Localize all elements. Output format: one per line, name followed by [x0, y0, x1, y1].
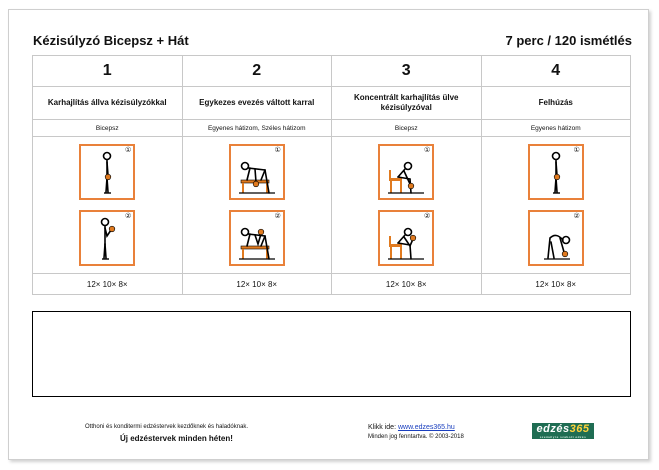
step-badge: ② [124, 213, 132, 220]
exercise-name: Karhajlítás állva kézisúlyzókkal [33, 87, 183, 120]
logo-number: 365 [569, 423, 590, 435]
logo-word: edzés [536, 423, 570, 435]
figure-curl-standing-icon [81, 146, 133, 198]
exercise-muscle: Bicepsz [332, 120, 482, 137]
footer-tagline: Új edzéstervek minden héten! [120, 434, 233, 443]
page-title: Kézisúlyzó Bicepsz + Hát [33, 33, 189, 48]
step-badge: ① [573, 147, 580, 154]
step-1-image [79, 144, 135, 200]
notes-box [32, 311, 631, 397]
exercise-number: 3 [332, 56, 482, 87]
exercise-illustrations [33, 137, 183, 274]
step-2-image [229, 210, 285, 266]
footer-description: Otthoni és konditermi edzéstervek kezdőknek és haladóknak. [85, 424, 249, 430]
step-badge: ① [124, 147, 132, 154]
step-1-image [528, 144, 584, 200]
exercise-reps: 12× 10× 8× [481, 274, 631, 295]
figure-curl-standing-icon [81, 212, 133, 264]
exercise-reps: 12× 10× 8× [182, 274, 332, 295]
step-badge: ② [573, 213, 580, 220]
step-badge: ① [423, 147, 431, 154]
exercise-number: 2 [182, 56, 332, 87]
step-2-image [378, 210, 434, 266]
exercise-number: 1 [33, 56, 183, 87]
exercise-illustrations [182, 137, 332, 274]
website-link[interactable]: www.edzes365.hu [397, 424, 455, 431]
figure-deadlift-icon [530, 212, 582, 264]
step-badge: ① [274, 147, 281, 154]
exercise-muscle: Bicepsz [33, 120, 183, 137]
footer-link-line [368, 424, 455, 431]
figure-row-bench-icon [231, 146, 283, 198]
exercise-table [32, 55, 631, 295]
exercise-illustrations [481, 137, 631, 274]
exercise-muscle: Egyenes hátizom [481, 120, 631, 137]
step-1-image [229, 144, 285, 200]
step-badge: ② [423, 213, 431, 220]
exercise-name: Koncentrált karhajlítás ülve kézisúlyzóval [332, 87, 482, 120]
footer-copyright: Minden jog fenntartva. © 2003-2018 [368, 434, 464, 440]
step-2-image [528, 210, 584, 266]
step-2-image [79, 210, 135, 266]
exercise-reps: 12× 10× 8× [332, 274, 482, 295]
edzes365-logo [532, 423, 594, 439]
workout-summary: 7 perc / 120 ismétlés [505, 33, 632, 48]
figure-row-bench-icon [231, 212, 283, 264]
figure-curl-seated-icon [380, 212, 432, 264]
step-badge: ② [274, 213, 281, 220]
figure-deadlift-icon [530, 146, 582, 198]
figure-curl-seated-icon [380, 146, 432, 198]
exercise-name: Egykezes evezés váltott karral [182, 87, 332, 120]
exercise-name: Felhúzás [481, 87, 631, 120]
exercise-muscle: Egyenes hátizom, Széles hátizom [182, 120, 332, 137]
logo-tagline: személyre szabott edzés [539, 435, 587, 439]
exercise-illustrations [332, 137, 482, 274]
footer-click-prefix: Klikk ide: [368, 424, 398, 431]
exercise-reps: 12× 10× 8× [33, 274, 183, 295]
exercise-number: 4 [481, 56, 631, 87]
step-1-image [378, 144, 434, 200]
